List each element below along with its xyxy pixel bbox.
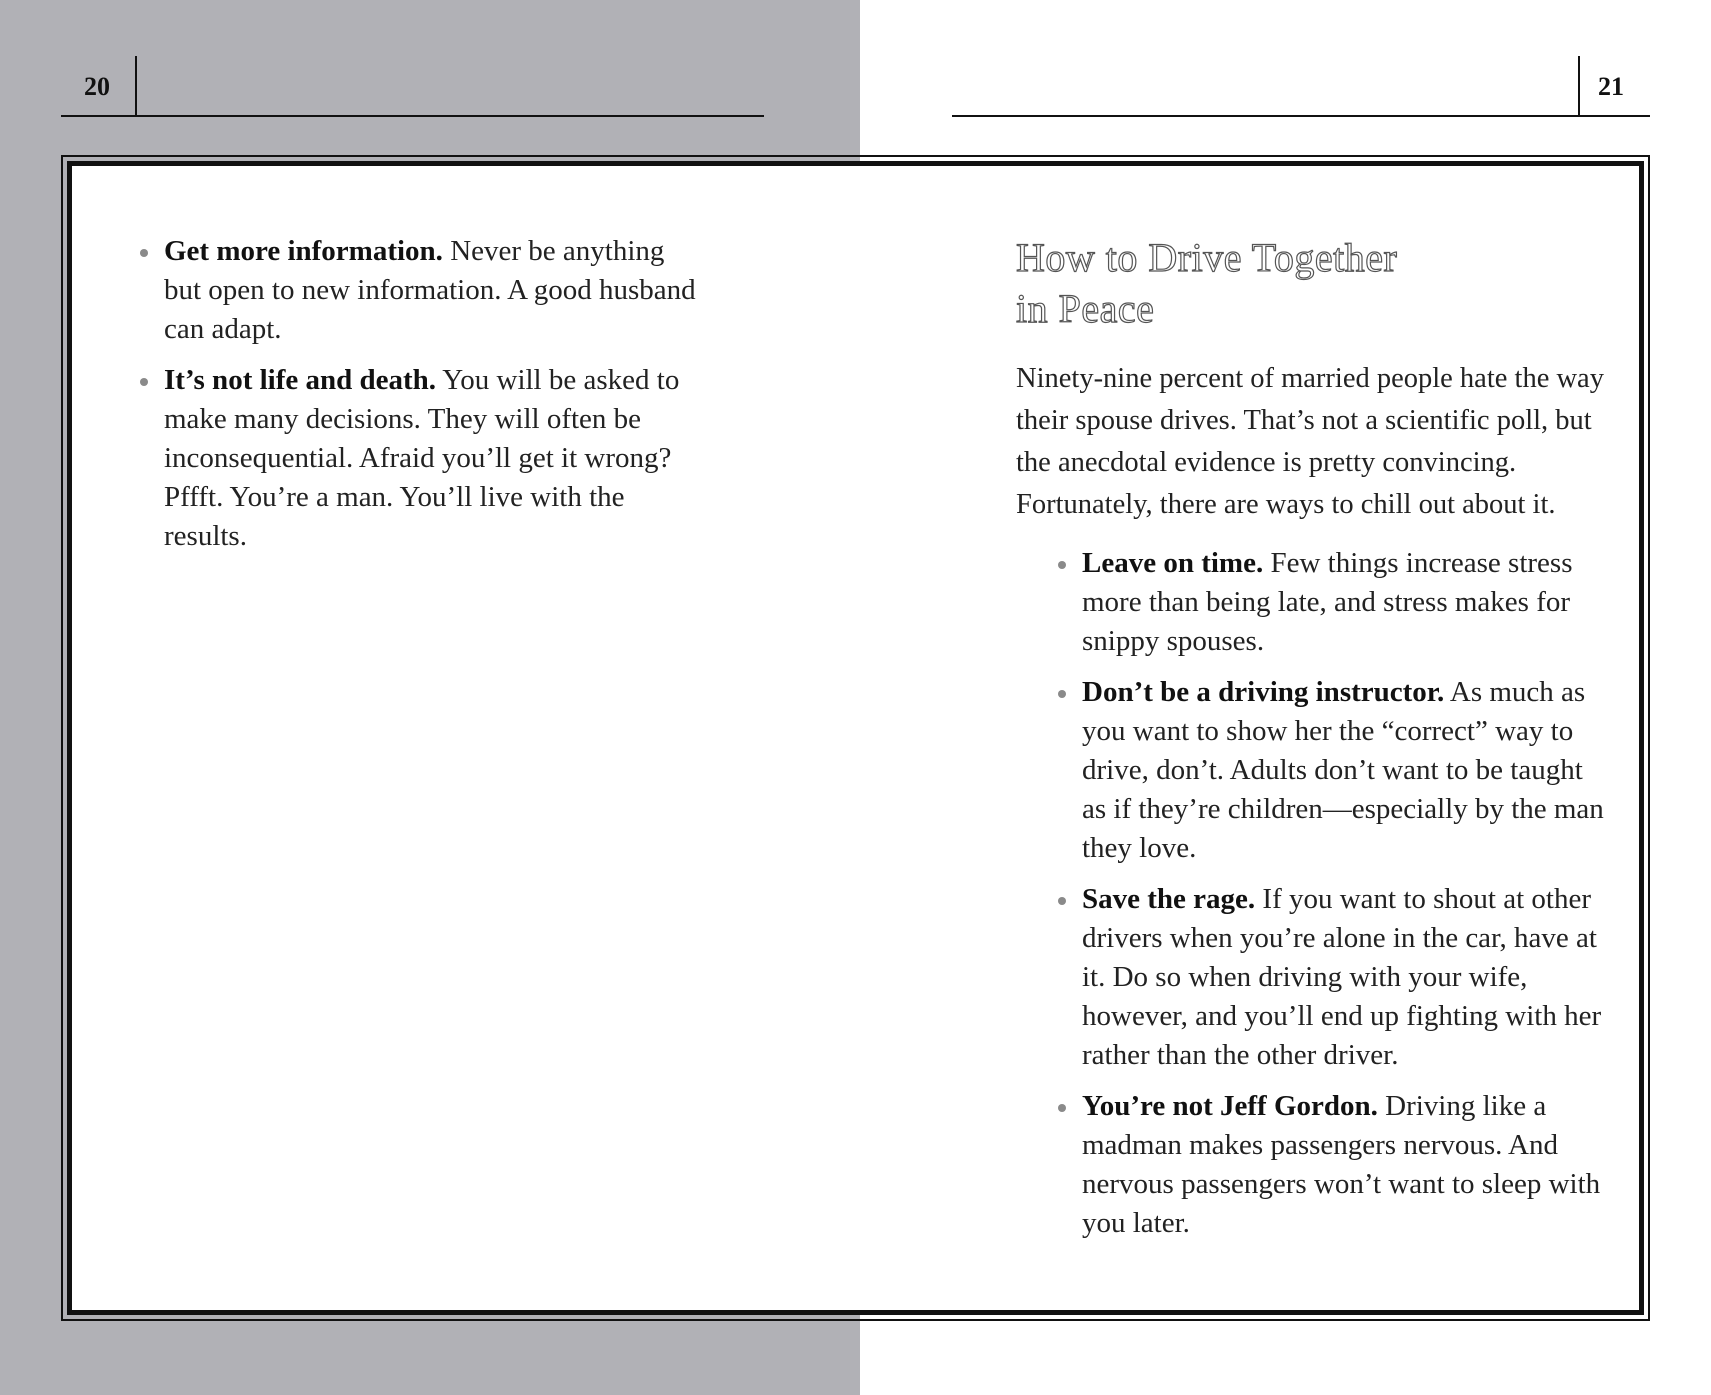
right-column — [1016, 232, 1606, 1255]
bullet-text: You will be asked to make many decisions. They will often be inconsequential. Afraid you’ll get it wrong? Pffft. You’re a man. You’ll live with the results. — [164, 364, 680, 552]
left-column — [138, 232, 698, 568]
list-item — [1056, 1087, 1606, 1243]
bullet-icon — [140, 378, 148, 386]
left-bullet-list — [138, 232, 698, 556]
left-header-rule — [61, 115, 764, 117]
bullet-text: Driving like a madman makes passengers nervous. And nervous passengers won’t want to sleep with you later. — [1082, 1090, 1601, 1239]
bullet-text: If you want to shout at other drivers when you’re alone in the car, have at it. Do so when driving with your wife, however, and you’ll end up fighting with her rather than the other driver. — [1082, 883, 1602, 1071]
bullet-lead: You’re not Jeff Gordon. — [1082, 1090, 1378, 1122]
section-heading — [1016, 232, 1606, 334]
bullet-icon — [1058, 1104, 1066, 1112]
bullet-icon — [140, 249, 148, 257]
right-header-rule — [952, 115, 1650, 117]
list-item — [1056, 673, 1606, 868]
left-header-divider — [135, 56, 137, 116]
left-page-number: 20 — [84, 72, 110, 101]
bullet-icon — [1058, 690, 1066, 698]
bullet-lead: It’s not life and death. — [164, 364, 437, 396]
bullet-lead: Save the rage. — [1082, 883, 1256, 915]
bullet-lead: Don’t be a driving instructor. — [1082, 676, 1445, 708]
intro-paragraph: Ninety-nine percent of married people hate the way their spouse drives. That’s not a scientific poll, but the anecdotal evidence is pretty convincing. Fortunately, there are ways to chill out about it. — [1016, 363, 1604, 520]
bullet-text: Never be anything but open to new information. A good husband can adapt. — [164, 235, 696, 345]
right-bullet-list — [1056, 544, 1606, 1243]
bullet-text: Few things increase stress more than being late, and stress makes for snippy spouses. — [1082, 547, 1573, 657]
bullet-text: As much as you want to show her the “correct” way to drive, don’t. Adults don’t want to be taught as if they’re children—especially by the man they love. — [1082, 676, 1604, 864]
heading-line-1: How to Drive Together — [1016, 235, 1398, 280]
bullet-lead: Get more information. — [164, 235, 443, 267]
heading-line-2: in Peace — [1016, 286, 1155, 331]
right-page-number: 21 — [1598, 72, 1624, 101]
right-header-divider — [1578, 56, 1580, 116]
list-item — [1056, 880, 1606, 1075]
list-item — [138, 232, 698, 349]
list-item — [1056, 544, 1606, 661]
bullet-icon — [1058, 561, 1066, 569]
list-item — [138, 361, 698, 556]
bullet-icon — [1058, 897, 1066, 905]
bullet-lead: Leave on time. — [1082, 547, 1264, 579]
